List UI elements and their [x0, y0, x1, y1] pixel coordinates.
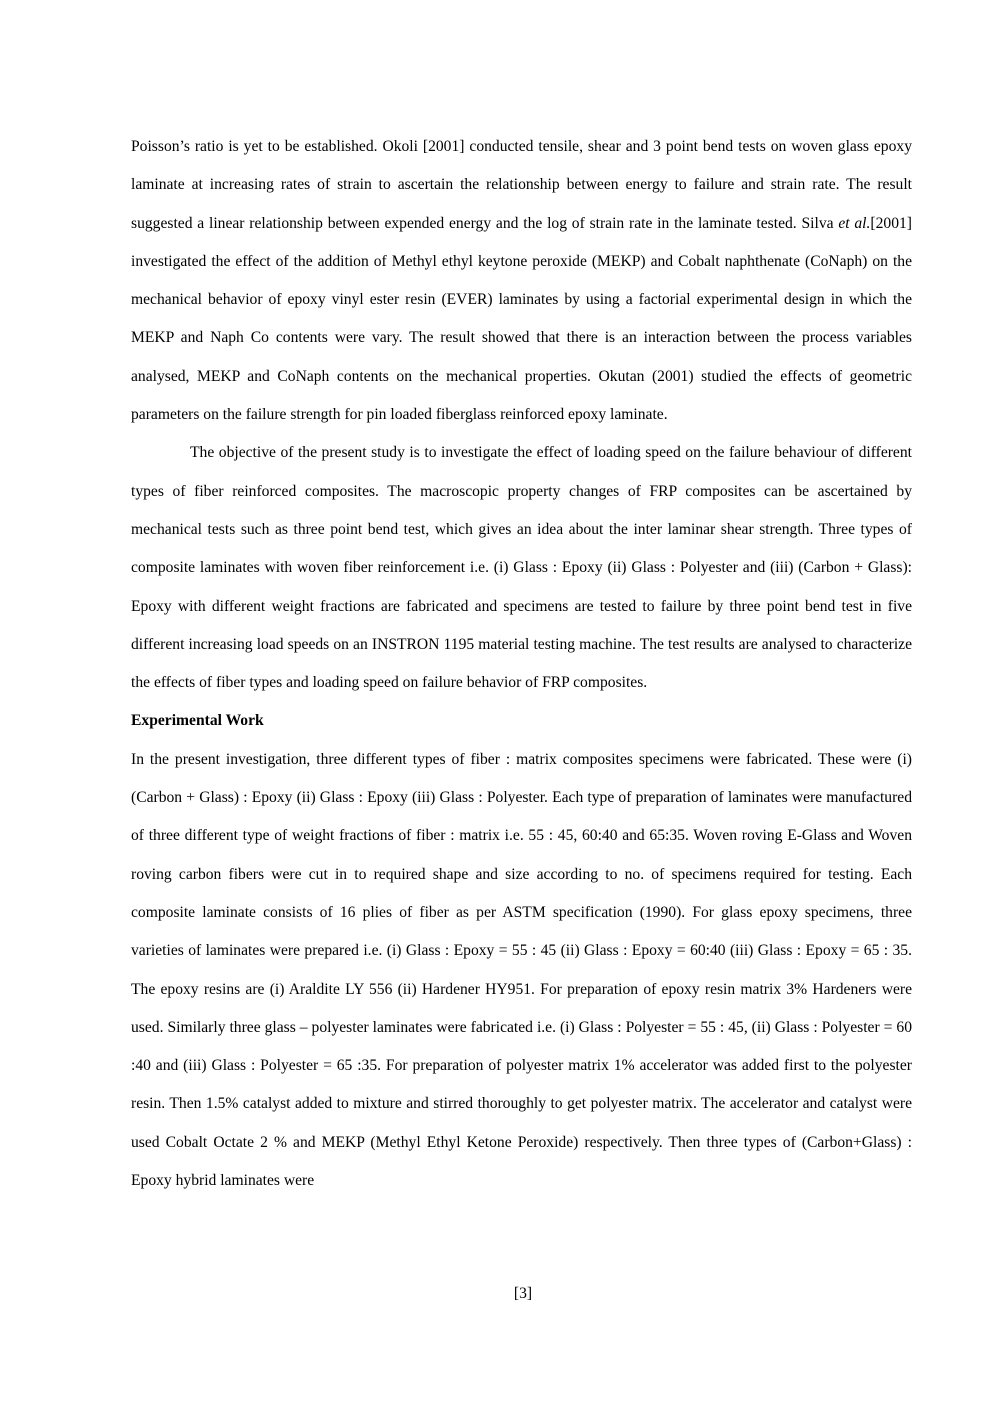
paragraph-literature-review — [131, 128, 912, 434]
et-al-italic: et al. — [838, 214, 871, 232]
paragraph-text: [2001] investigated the effect of the addition of Methyl ethyl keytone peroxide (MEKP) and Cobalt naphthenate (CoNaph) on the mechanical behavior of epoxy vinyl ester resin (EVER) laminates by using a factorial experimental design in which the MEKP and Naph Co contents were vary. The result showed that there is an interaction between the process variables analysed, MEKP and CoNaph contents on the mechanical properties. Okutan (2001) studied the effects of geometric parameters on the failure strength for pin loaded fiberglass reinforced epoxy laminate. — [131, 214, 912, 424]
paragraph-experimental: In the present investigation, three different types of fiber : matrix composites specimens were fabricated. These were (i) (Carbon + Glass) : Epoxy (ii) Glass : Epoxy (iii) Glass : Polyester. Each type of preparation of laminates were manufactured of three different type of weight fractions of fiber : matrix i.e. 55 : 45, 60:40 and 65:35. Woven roving E-Glass and Woven roving carbon fibers were cut in to required shape and size according to no. of specimens required for testing. Each composite laminate consists of 16 plies of fiber as per ASTM specification (1990). For glass epoxy specimens, three varieties of laminates were prepared i.e. (i) Glass : Epoxy = 55 : 45 (ii) Glass : Epoxy = 60:40 (iii) Glass : Epoxy = 65 : 35. The epoxy resins are (i) Araldite LY 556 (ii) Hardener HY951. For preparation of epoxy resin matrix 3% Hardeners were used. Similarly three glass – polyester laminates were fabricated i.e. (i) Glass : Polyester = 55 : 45, (ii) Glass : Polyester = 60 :40 and (iii) Glass : Polyester = 65 :35. For preparation of polyester matrix 1% accelerator was added first to the polyester resin. Then 1.5% catalyst added to mixture and stirred thoroughly to get polyester matrix. The accelerator and catalyst were used Cobalt Octate 2 % and MEKP (Methyl Ethyl Ketone Peroxide) respectively. Then three types of (Carbon+Glass) : Epoxy hybrid laminates were — [131, 750, 912, 1190]
body-text — [131, 128, 912, 1200]
section-heading-experimental-work: Experimental Work — [131, 712, 264, 730]
paragraph-objective: The objective of the present study is to investigate the effect of loading speed on the failure behaviour of different types of fiber reinforced composites. The macroscopic property changes of FRP composites can be ascertained by mechanical tests such as three point bend test, which gives an idea about the inter laminar shear strength. Three types of composite laminates with woven fiber reinforcement i.e. (i) Glass : Epoxy (ii) Glass : Polyester and (iii) (Carbon + Glass): Epoxy with different weight fractions are fabricated and specimens are tested to failure by three point bend test in five different increasing load speeds on an INSTRON 1195 material testing machine. The test results are analysed to characterize the effects of fiber types and loading speed on failure behavior of FRP composites. — [131, 444, 912, 692]
paragraph-text: Poisson’s ratio is yet to be established. Okoli [2001] conducted tensile, shear and 3 point bend tests on woven glass epoxy laminate at increasing rates of strain to ascertain the relationship between energy to failure and strain rate. The result suggested a linear relationship between expended energy and the log of strain rate in the laminate tested. Silva — [131, 138, 912, 232]
page-number: [3] — [513, 1285, 533, 1302]
